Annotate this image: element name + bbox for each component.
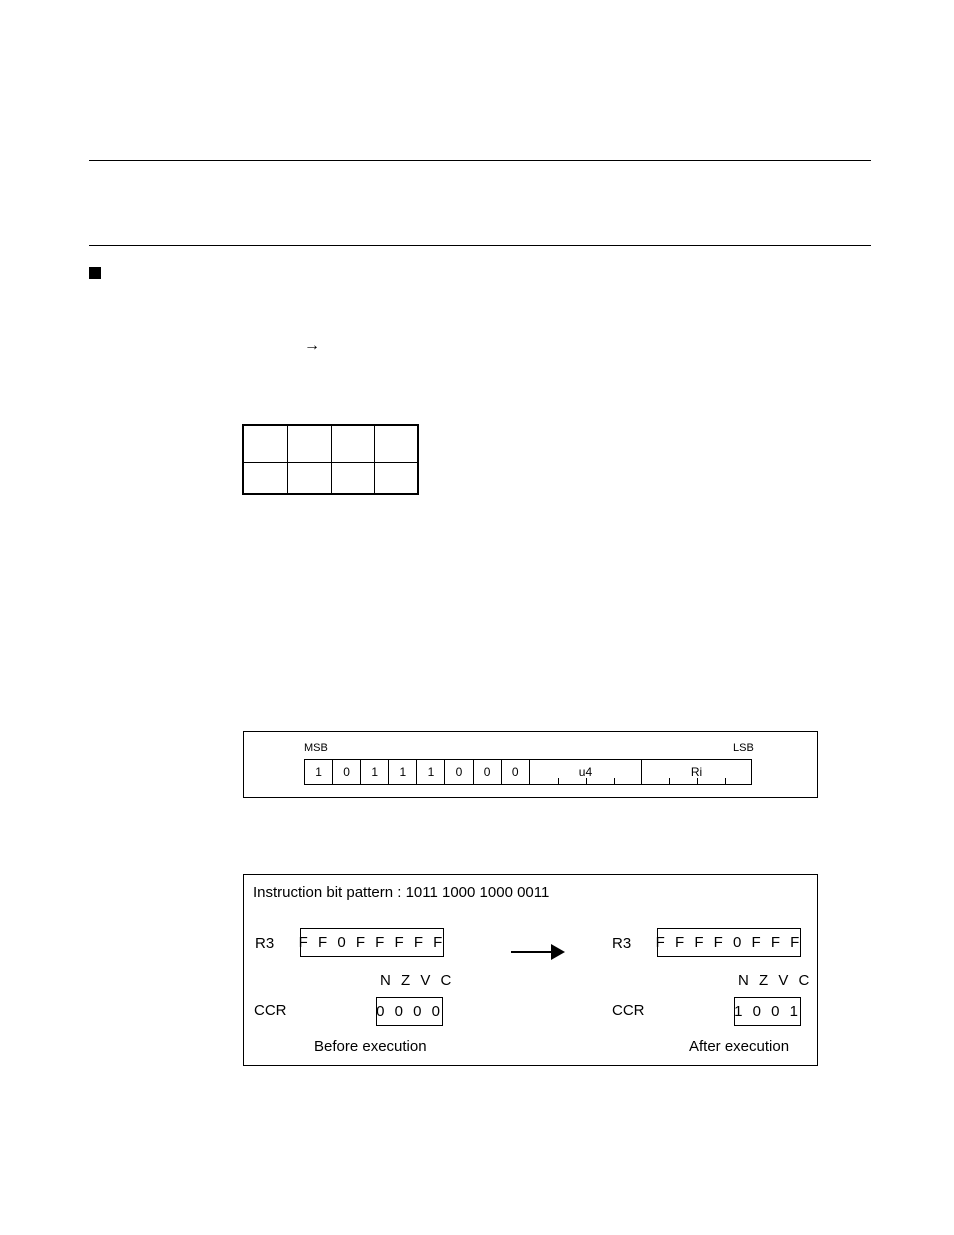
bit-tick bbox=[614, 778, 615, 784]
flag-change-table bbox=[242, 424, 419, 495]
after-caption: After execution bbox=[689, 1038, 790, 1055]
after-r3-label: R3 bbox=[612, 935, 632, 952]
table-cell bbox=[375, 425, 419, 463]
table-cell bbox=[243, 463, 288, 495]
opcode-bit: 0 bbox=[445, 760, 473, 784]
table-cell bbox=[288, 425, 332, 463]
opcode-bit: 1 bbox=[389, 760, 417, 784]
bit-tick bbox=[558, 778, 559, 784]
ri-field bbox=[642, 760, 751, 784]
bit-pattern-text: Instruction bit pattern : 1011 1000 1000 0011 bbox=[253, 884, 550, 901]
before-r3-label: R3 bbox=[255, 935, 275, 952]
after-flags-header: N Z V C bbox=[738, 972, 813, 989]
opcode-bit: 0 bbox=[474, 760, 502, 784]
before-caption: Before execution bbox=[314, 1038, 427, 1055]
header-bottom-rule bbox=[89, 245, 871, 246]
bit-tick bbox=[586, 778, 587, 784]
opcode-bit: 1 bbox=[361, 760, 389, 784]
execution-example-box bbox=[243, 874, 818, 1066]
opcode-bit: 0 bbox=[333, 760, 361, 784]
after-ccr-value: 1 0 0 1 bbox=[734, 997, 801, 1026]
ri-field-label: Ri bbox=[690, 765, 703, 779]
u4-field bbox=[530, 760, 642, 784]
table-cell bbox=[375, 463, 419, 495]
opcode-bit: 1 bbox=[417, 760, 445, 784]
before-flags-header: N Z V C bbox=[380, 972, 455, 989]
bit-tick bbox=[725, 778, 726, 784]
before-ccr-value: 0 0 0 0 bbox=[376, 997, 443, 1026]
table-cell bbox=[332, 463, 375, 495]
after-r3-value: F F F F 0 F F F bbox=[657, 928, 801, 957]
section-bullet-icon bbox=[89, 267, 101, 279]
after-ccr-label: CCR bbox=[612, 1002, 645, 1019]
table-cell bbox=[243, 425, 288, 463]
bit-field-row bbox=[304, 759, 752, 785]
table-cell bbox=[332, 425, 375, 463]
header-top-rule bbox=[89, 160, 871, 161]
before-r3-value: F F 0 F F F F F bbox=[300, 928, 444, 957]
before-ccr-label: CCR bbox=[254, 1002, 287, 1019]
execution-arrow-icon bbox=[511, 943, 565, 961]
opcode-bit: 1 bbox=[305, 760, 333, 784]
operation-arrow-icon: → bbox=[304, 337, 320, 354]
opcode-bit: 0 bbox=[502, 760, 530, 784]
msb-label: MSB bbox=[304, 742, 328, 754]
instruction-format-box bbox=[243, 731, 818, 798]
bit-tick bbox=[697, 778, 698, 784]
table-cell bbox=[288, 463, 332, 495]
bit-tick bbox=[669, 778, 670, 784]
u4-field-label: u4 bbox=[578, 765, 593, 779]
lsb-label: LSB bbox=[733, 742, 754, 754]
